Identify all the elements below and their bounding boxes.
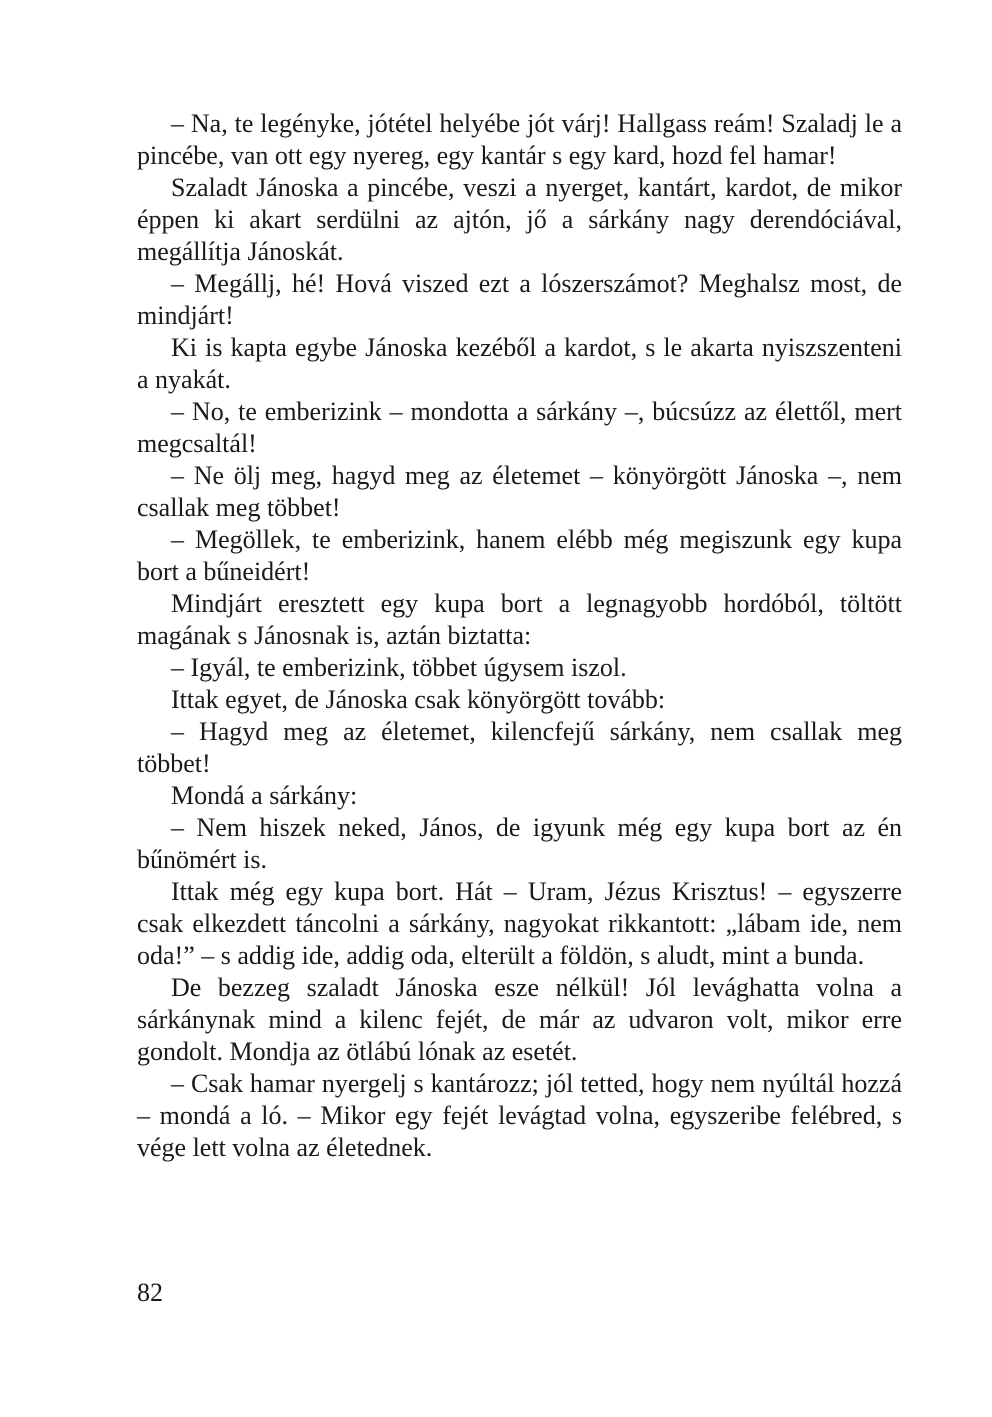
- paragraph: Mondá a sárkány:: [171, 781, 358, 810]
- paragraph: Szaladt Jánoska a pincébe, veszi a nyerget, kantárt, kardot, de mikor éppen ki akart serdülni az ajtón, jő a sárkány nagy derendóciával, megállítja Jánoskát.: [137, 173, 902, 266]
- paragraph: – Megöllek, te emberizink, hanem elébb még megiszunk egy kupa bort a bűneidért!: [137, 525, 902, 586]
- paragraph: – Hagyd meg az életemet, kilencfejű sárkány, nem csallak meg többet!: [137, 717, 902, 778]
- paragraph: Ki is kapta egybe Jánoska kezéből a kardot, s le akarta nyiszszenteni a nyakát.: [137, 333, 902, 394]
- paragraph: Ittak egyet, de Jánoska csak könyörgött tovább:: [171, 685, 666, 714]
- paragraph: – Igyál, te emberizink, többet úgysem iszol.: [171, 653, 627, 682]
- paragraph: Ittak még egy kupa bort. Hát – Uram, Jézus Krisztus! – egyszerre csak elkezdett táncolni a sárkány, nagyokat rikkantott: „lábam ide, nem oda!” – s addig ide, addig oda, elterült a földön, s aludt, mint a bunda.: [137, 877, 902, 970]
- page-number: 82: [137, 1278, 163, 1307]
- paragraph: – Na, te legényke, jótétel helyébe jót várj! Hallgass reám! Szaladj le a pincébe, van ott egy nyereg, egy kantár s egy kard, hozd fel hamar!: [137, 109, 902, 170]
- page-body: [137, 108, 902, 1164]
- paragraph: – Megállj, hé! Hová viszed ezt a lószerszámot? Meghalsz most, de mindjárt!: [137, 269, 902, 330]
- paragraph: De bezzeg szaladt Jánoska esze nélkül! Jól levághatta volna a sárkánynak mind a kilenc fejét, de már az udvaron volt, mikor erre gondolt. Mondja az ötlábú lónak az esetét.: [137, 973, 902, 1066]
- paragraph: – Nem hiszek neked, János, de igyunk még egy kupa bort az én bűnömért is.: [137, 813, 902, 874]
- paragraph: – Ne ölj meg, hagyd meg az életemet – könyörgött Jánoska –, nem csallak meg többet!: [137, 461, 902, 522]
- paragraph: – Csak hamar nyergelj s kantározz; jól tetted, hogy nem nyúltál hozzá – mondá a ló. – Mikor egy fejét levágtad volna, egyszeribe felébred, s vége lett volna az életednek.: [137, 1069, 902, 1162]
- paragraph: Mindjárt eresztett egy kupa bort a legnagyobb hordóból, töltött magának s Jánosnak is, aztán biztatta:: [137, 589, 902, 650]
- paragraph: – No, te emberizink – mondotta a sárkány –, búcsúzz az élettől, mert megcsaltál!: [137, 397, 902, 458]
